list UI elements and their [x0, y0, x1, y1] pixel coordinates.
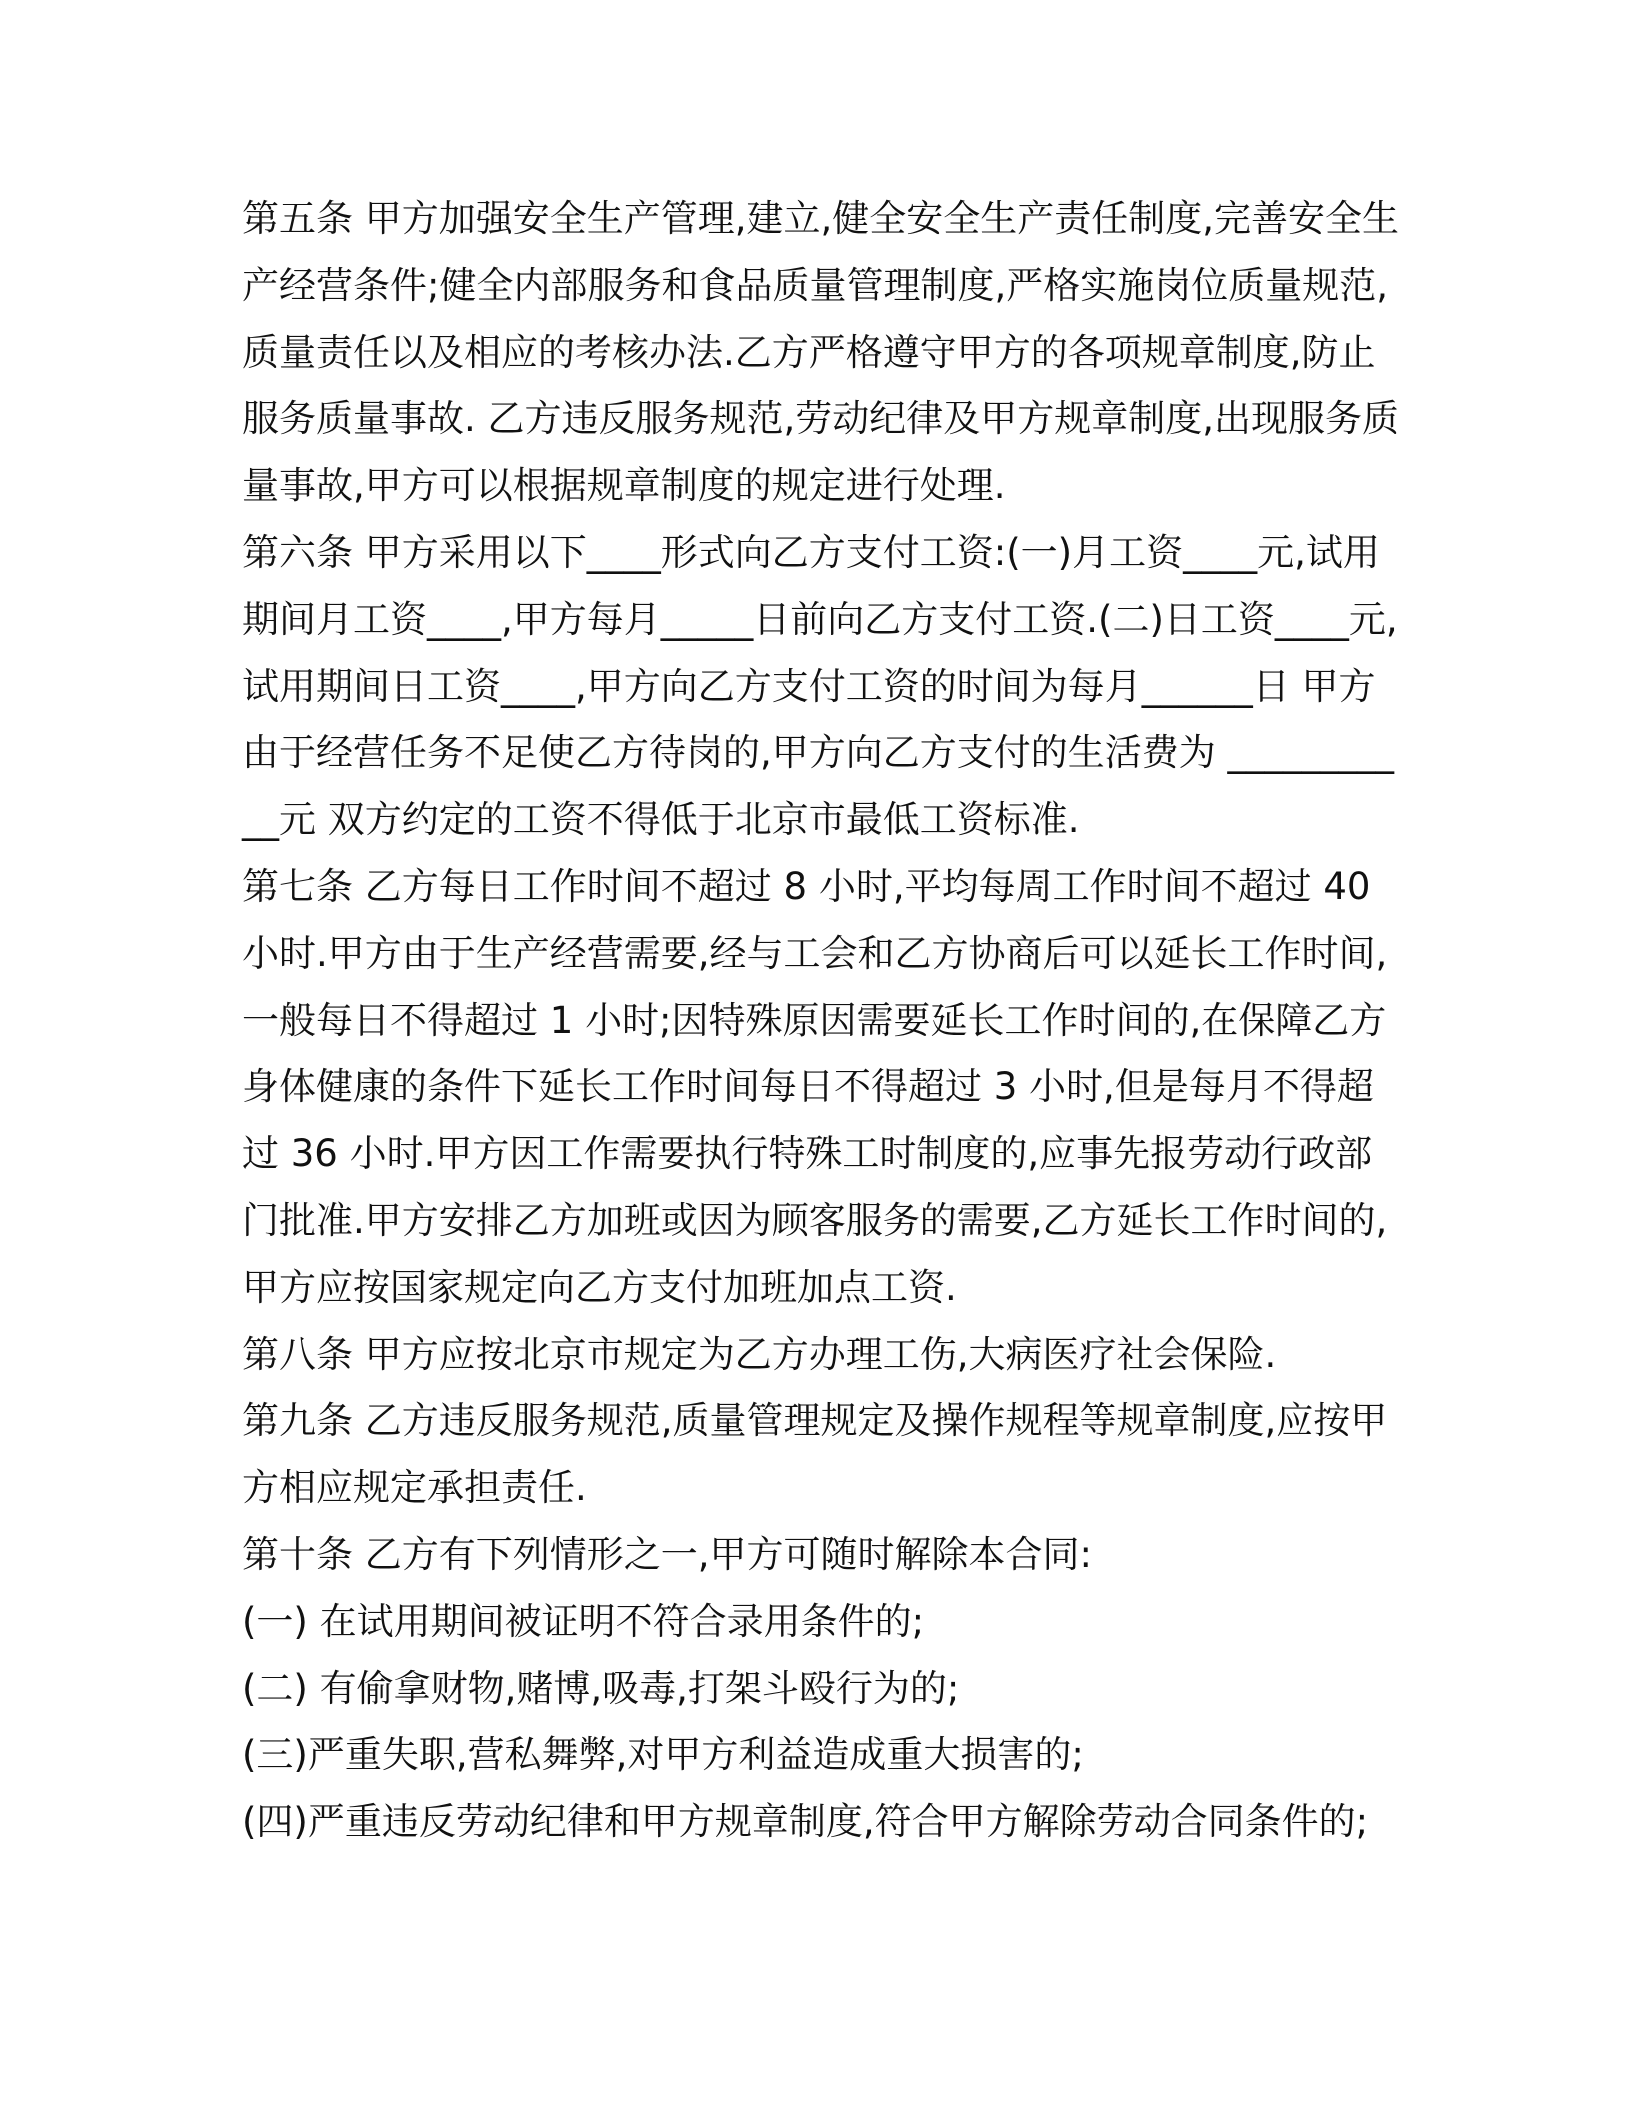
article-9-paragraph: 第九条 乙方违反服务规范,质量管理规定及操作规程等规章制度,应按甲方相应规定承担责任. [242, 1399, 1388, 1510]
list-item: (一) 在试用期间被证明不符合录用条件的; [242, 1599, 925, 1643]
document-page [242, 186, 1402, 1856]
list-item: (三)严重失职,营私舞弊,对甲方利益造成重大损害的; [242, 1733, 1084, 1777]
list-item: (二) 有偷拿财物,赌博,吸毒,打架斗殴行为的; [242, 1666, 960, 1710]
article-8-paragraph: 第八条 甲方应按北京市规定为乙方办理工伤,大病医疗社会保险. [242, 1332, 1277, 1376]
article-10-paragraph: 第十条 乙方有下列情形之一,甲方可随时解除本合同: [242, 1532, 1092, 1576]
article-5-paragraph: 第五条 甲方加强安全生产管理,建立,健全安全生产责任制度,完善安全生产经营条件;健全内部服务和食品质量管理制度,严格实施岗位质量规范,质量责任以及相应的考核办法.乙方严格遵守甲方的各项规章制度,防止服务质量事故. 乙方违反服务规范,劳动纪律及甲方规章制度,出现服务质量事故,甲方可以根据规章制度的规定进行处理. [242, 197, 1400, 508]
article-7-paragraph: 第七条 乙方每日工作时间不超过 8 小时,平均每周工作时间不超过 40 小时.甲方由于生产经营需要,经与工会和乙方协商后可以延长工作时间,一般每日不得超过 1 小时;因特殊原因需要延长工作时间的,在保障乙方身体健康的条件下延长工作时间每日不得超过 3 小时,但是每月不得超过 36 小时.甲方因工作需要执行特殊工时制度的,应事先报劳动行政部门批准.甲方安排乙方加班或因为顾客服务的需要,乙方延长工作时间的,甲方应按国家规定向乙方支付加班加点工资. [242, 864, 1388, 1309]
article-6-paragraph: 第六条 甲方采用以下____形式向乙方支付工资:(一)月工资____元,试用期间月工资____,甲方每月_____日前向乙方支付工资.(二)日工资____元,试用期间日工资____,甲方向乙方支付工资的时间为每月______日 甲方由于经营任务不足使乙方待岗的,甲方向乙方支付的生活费为 ___________元 双方约定的工资不得低于北京市最低工资标准. [242, 530, 1398, 842]
list-item: (四)严重违反劳动纪律和甲方规章制度,符合甲方解除劳动合同条件的; [242, 1800, 1369, 1844]
